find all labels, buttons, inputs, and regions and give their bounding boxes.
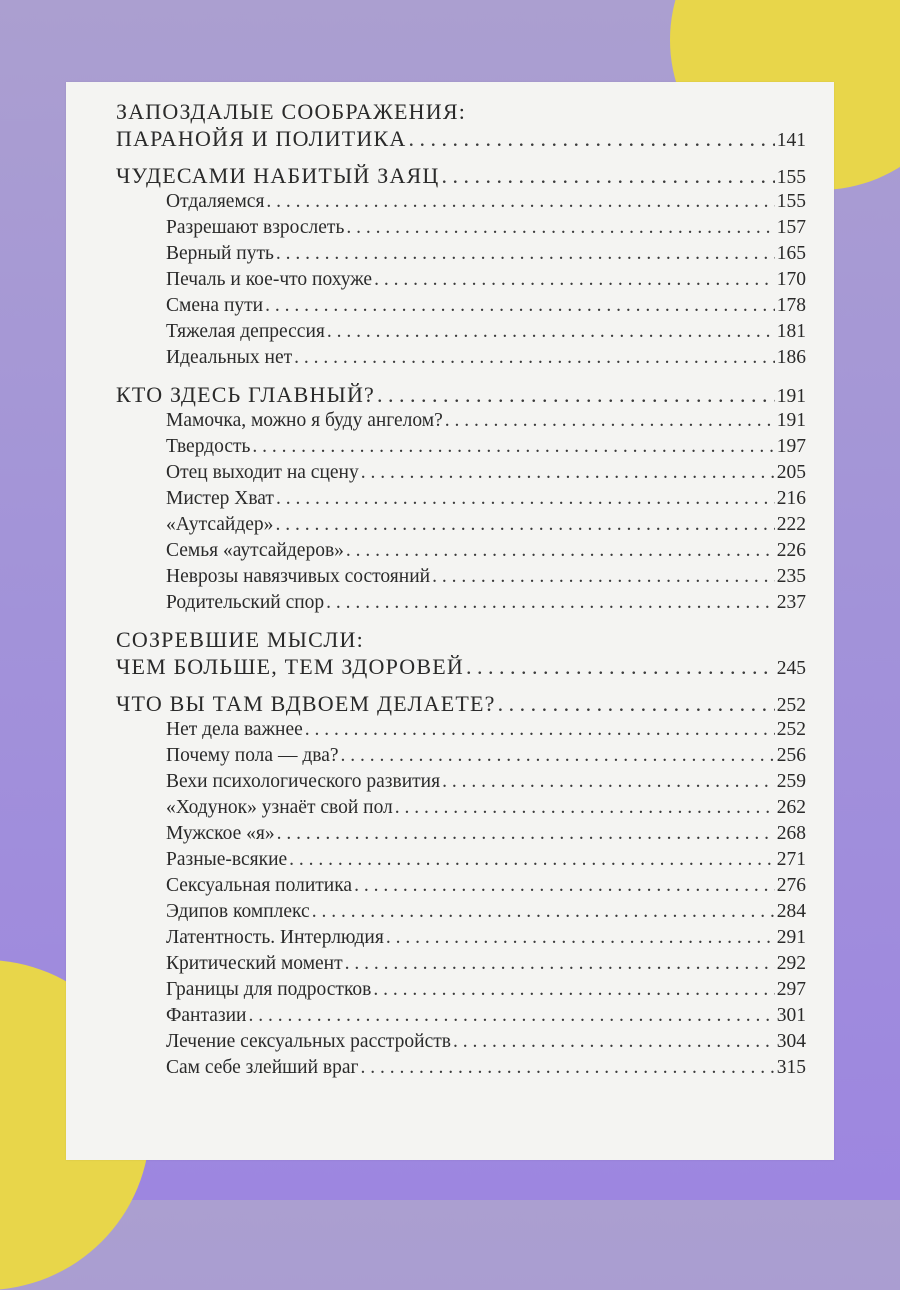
page-number: 262 <box>776 797 806 818</box>
page-number: 252 <box>776 719 806 740</box>
page-number: 292 <box>776 953 806 974</box>
toc-entry[interactable] <box>116 977 806 1003</box>
page-number: 165 <box>776 243 806 264</box>
toc-section <box>116 98 806 152</box>
dot-leader <box>275 512 774 538</box>
page-number: 252 <box>776 695 806 716</box>
entry-title: Отец выходит на сцену <box>166 462 359 483</box>
toc-entry[interactable] <box>116 345 806 371</box>
toc-entry[interactable] <box>116 538 806 564</box>
entry-title: Сам себе злейший враг <box>166 1057 359 1078</box>
dot-leader <box>354 873 775 899</box>
entry-title: Нет дела важнее <box>166 719 303 740</box>
section-heading-title: ЧТО ВЫ ТАМ ВДВОЕМ ДЕЛАЕТЕ? <box>116 691 496 716</box>
page-number: 291 <box>776 927 806 948</box>
page-number: 268 <box>776 823 806 844</box>
entry-title: «Ходунок» узнаёт свой пол <box>166 797 393 818</box>
page-number: 178 <box>776 295 806 316</box>
entry-title: Фантазии <box>166 1005 247 1026</box>
dot-leader <box>361 1055 775 1081</box>
page-number: 259 <box>776 771 806 792</box>
entry-title: Родительский спор <box>166 592 325 613</box>
toc-entry[interactable] <box>116 769 806 795</box>
entry-title: Критический момент <box>166 953 343 974</box>
section-heading-entry[interactable] <box>116 653 806 680</box>
entry-title: Смена пути <box>166 295 264 316</box>
dot-leader <box>432 564 775 590</box>
toc-entry[interactable] <box>116 951 806 977</box>
page-number: 205 <box>776 462 806 483</box>
page-number: 235 <box>776 566 806 587</box>
page-number: 315 <box>776 1057 806 1078</box>
dot-leader <box>386 925 775 951</box>
toc-section <box>116 381 806 616</box>
entry-title: Лечение сексуальных расстройств <box>166 1031 451 1052</box>
dot-leader <box>312 899 775 925</box>
dot-leader <box>345 951 775 977</box>
entry-title: Семья «аутсайдеров» <box>166 540 344 561</box>
page-number: 170 <box>776 269 806 290</box>
section-heading-entry[interactable] <box>116 125 806 152</box>
section-heading-title: ПАРАНОЙЯ И ПОЛИТИКА <box>116 126 407 151</box>
page-number: 245 <box>776 658 806 679</box>
toc-entry[interactable] <box>116 267 806 293</box>
dot-leader <box>327 319 775 345</box>
toc-entry[interactable] <box>116 319 806 345</box>
page-number: 284 <box>776 901 806 922</box>
dot-leader <box>305 717 775 743</box>
dot-leader <box>373 977 774 1003</box>
dot-leader <box>442 769 775 795</box>
entry-title: Отдаляемся <box>166 191 265 212</box>
page-number: 181 <box>776 321 806 342</box>
dot-leader <box>498 690 775 717</box>
page-number: 271 <box>776 849 806 870</box>
section-heading-title: ЧУДЕСАМИ НАБИТЫЙ ЗАЯЦ <box>116 163 440 188</box>
toc-entry[interactable] <box>116 434 806 460</box>
dot-leader <box>409 125 775 152</box>
toc-entry[interactable] <box>116 215 806 241</box>
dot-leader <box>377 381 775 408</box>
page-number: 216 <box>776 488 806 509</box>
toc-entry[interactable] <box>116 899 806 925</box>
toc-entry[interactable] <box>116 486 806 512</box>
entry-title: Эдипов комплекс <box>166 901 310 922</box>
entry-title: Разрешают взрослеть <box>166 217 345 238</box>
entry-title: Твердость <box>166 436 251 457</box>
toc-entry[interactable] <box>116 1055 806 1081</box>
dot-leader <box>265 293 775 319</box>
toc-entry[interactable] <box>116 293 806 319</box>
entry-title: Неврозы навязчивых состояний <box>166 566 431 587</box>
toc-entry[interactable] <box>116 408 806 434</box>
section-heading-entry[interactable] <box>116 690 806 717</box>
page-number: 256 <box>776 745 806 766</box>
toc-entry[interactable] <box>116 925 806 951</box>
section-heading-title: ЧЕМ БОЛЬШЕ, ТЕМ ЗДОРОВЕЙ <box>116 654 464 679</box>
page-number: 155 <box>776 167 806 188</box>
page-number: 301 <box>776 1005 806 1026</box>
dot-leader <box>266 189 774 215</box>
dot-leader <box>346 538 775 564</box>
entry-title: Разные-всякие <box>166 849 288 870</box>
toc-entry[interactable] <box>116 460 806 486</box>
dot-leader <box>341 743 775 769</box>
book-page <box>66 82 834 1160</box>
section-title-line: СОЗРЕВШИЕ МЫСЛИ: <box>116 627 364 652</box>
page-number: 237 <box>776 592 806 613</box>
page-number: 191 <box>776 386 806 407</box>
page-number: 186 <box>776 347 806 368</box>
entry-title: Мамочка, можно я буду ангелом? <box>166 410 443 431</box>
dot-leader <box>249 1003 775 1029</box>
page-number: 304 <box>776 1031 806 1052</box>
toc-entry[interactable] <box>116 590 806 616</box>
toc-entry[interactable] <box>116 847 806 873</box>
page-number: 297 <box>776 979 806 1000</box>
page-number: 222 <box>776 514 806 535</box>
page-number: 191 <box>776 410 806 431</box>
toc-entry[interactable] <box>116 189 806 215</box>
toc-entry[interactable] <box>116 821 806 847</box>
entry-title: Идеальных нет <box>166 347 293 368</box>
entry-title: Границы для подростков <box>166 979 372 1000</box>
page-number: 197 <box>776 436 806 457</box>
entry-title: Тяжелая депрессия <box>166 321 325 342</box>
section-heading-entry[interactable] <box>116 162 806 189</box>
toc-section <box>116 162 806 371</box>
toc-entry[interactable] <box>116 795 806 821</box>
section-heading-title: КТО ЗДЕСЬ ГЛАВНЫЙ? <box>116 382 376 407</box>
dot-leader <box>395 795 775 821</box>
dot-leader <box>326 590 775 616</box>
toc-entry[interactable] <box>116 1029 806 1055</box>
toc-entry[interactable] <box>116 743 806 769</box>
section-title-line: ЗАПОЗДАЛЫЕ СООБРАЖЕНИЯ: <box>116 99 467 124</box>
dot-leader <box>361 460 775 486</box>
entry-title: Латентность. Интерлюдия <box>166 927 384 948</box>
entry-title: Вехи психологического развития <box>166 771 441 792</box>
toc-entry[interactable] <box>116 717 806 743</box>
dot-leader <box>276 241 775 267</box>
dot-leader <box>277 821 775 847</box>
toc-section <box>116 626 806 680</box>
entry-title: Верный путь <box>166 243 274 264</box>
section-heading-entry[interactable] <box>116 381 806 408</box>
dot-leader <box>445 408 775 434</box>
toc-entry[interactable] <box>116 1003 806 1029</box>
entry-title: Мистер Хват <box>166 488 274 509</box>
entry-title: Печаль и кое-что похуже <box>166 269 373 290</box>
toc-entry[interactable] <box>116 512 806 538</box>
page-number: 276 <box>776 875 806 896</box>
dot-leader <box>453 1029 775 1055</box>
dot-leader <box>276 486 775 512</box>
toc-entry[interactable] <box>116 873 806 899</box>
entry-title: Мужское «я» <box>166 823 275 844</box>
dot-leader <box>294 345 775 371</box>
entry-title: Почему пола — два? <box>166 745 339 766</box>
dot-leader <box>442 162 775 189</box>
dot-leader <box>252 434 774 460</box>
dot-leader <box>346 215 774 241</box>
dot-leader <box>374 267 775 293</box>
dot-leader <box>289 847 775 873</box>
table-of-contents <box>116 98 806 1081</box>
page-number: 157 <box>776 217 806 238</box>
entry-title: «Аутсайдер» <box>166 514 274 535</box>
page-number: 226 <box>776 540 806 561</box>
page-number: 141 <box>776 130 806 151</box>
entry-title: Сексуальная политика <box>166 875 353 896</box>
dot-leader <box>466 653 775 680</box>
page-number: 155 <box>776 191 806 212</box>
toc-entry[interactable] <box>116 241 806 267</box>
toc-section <box>116 690 806 1081</box>
toc-entry[interactable] <box>116 564 806 590</box>
